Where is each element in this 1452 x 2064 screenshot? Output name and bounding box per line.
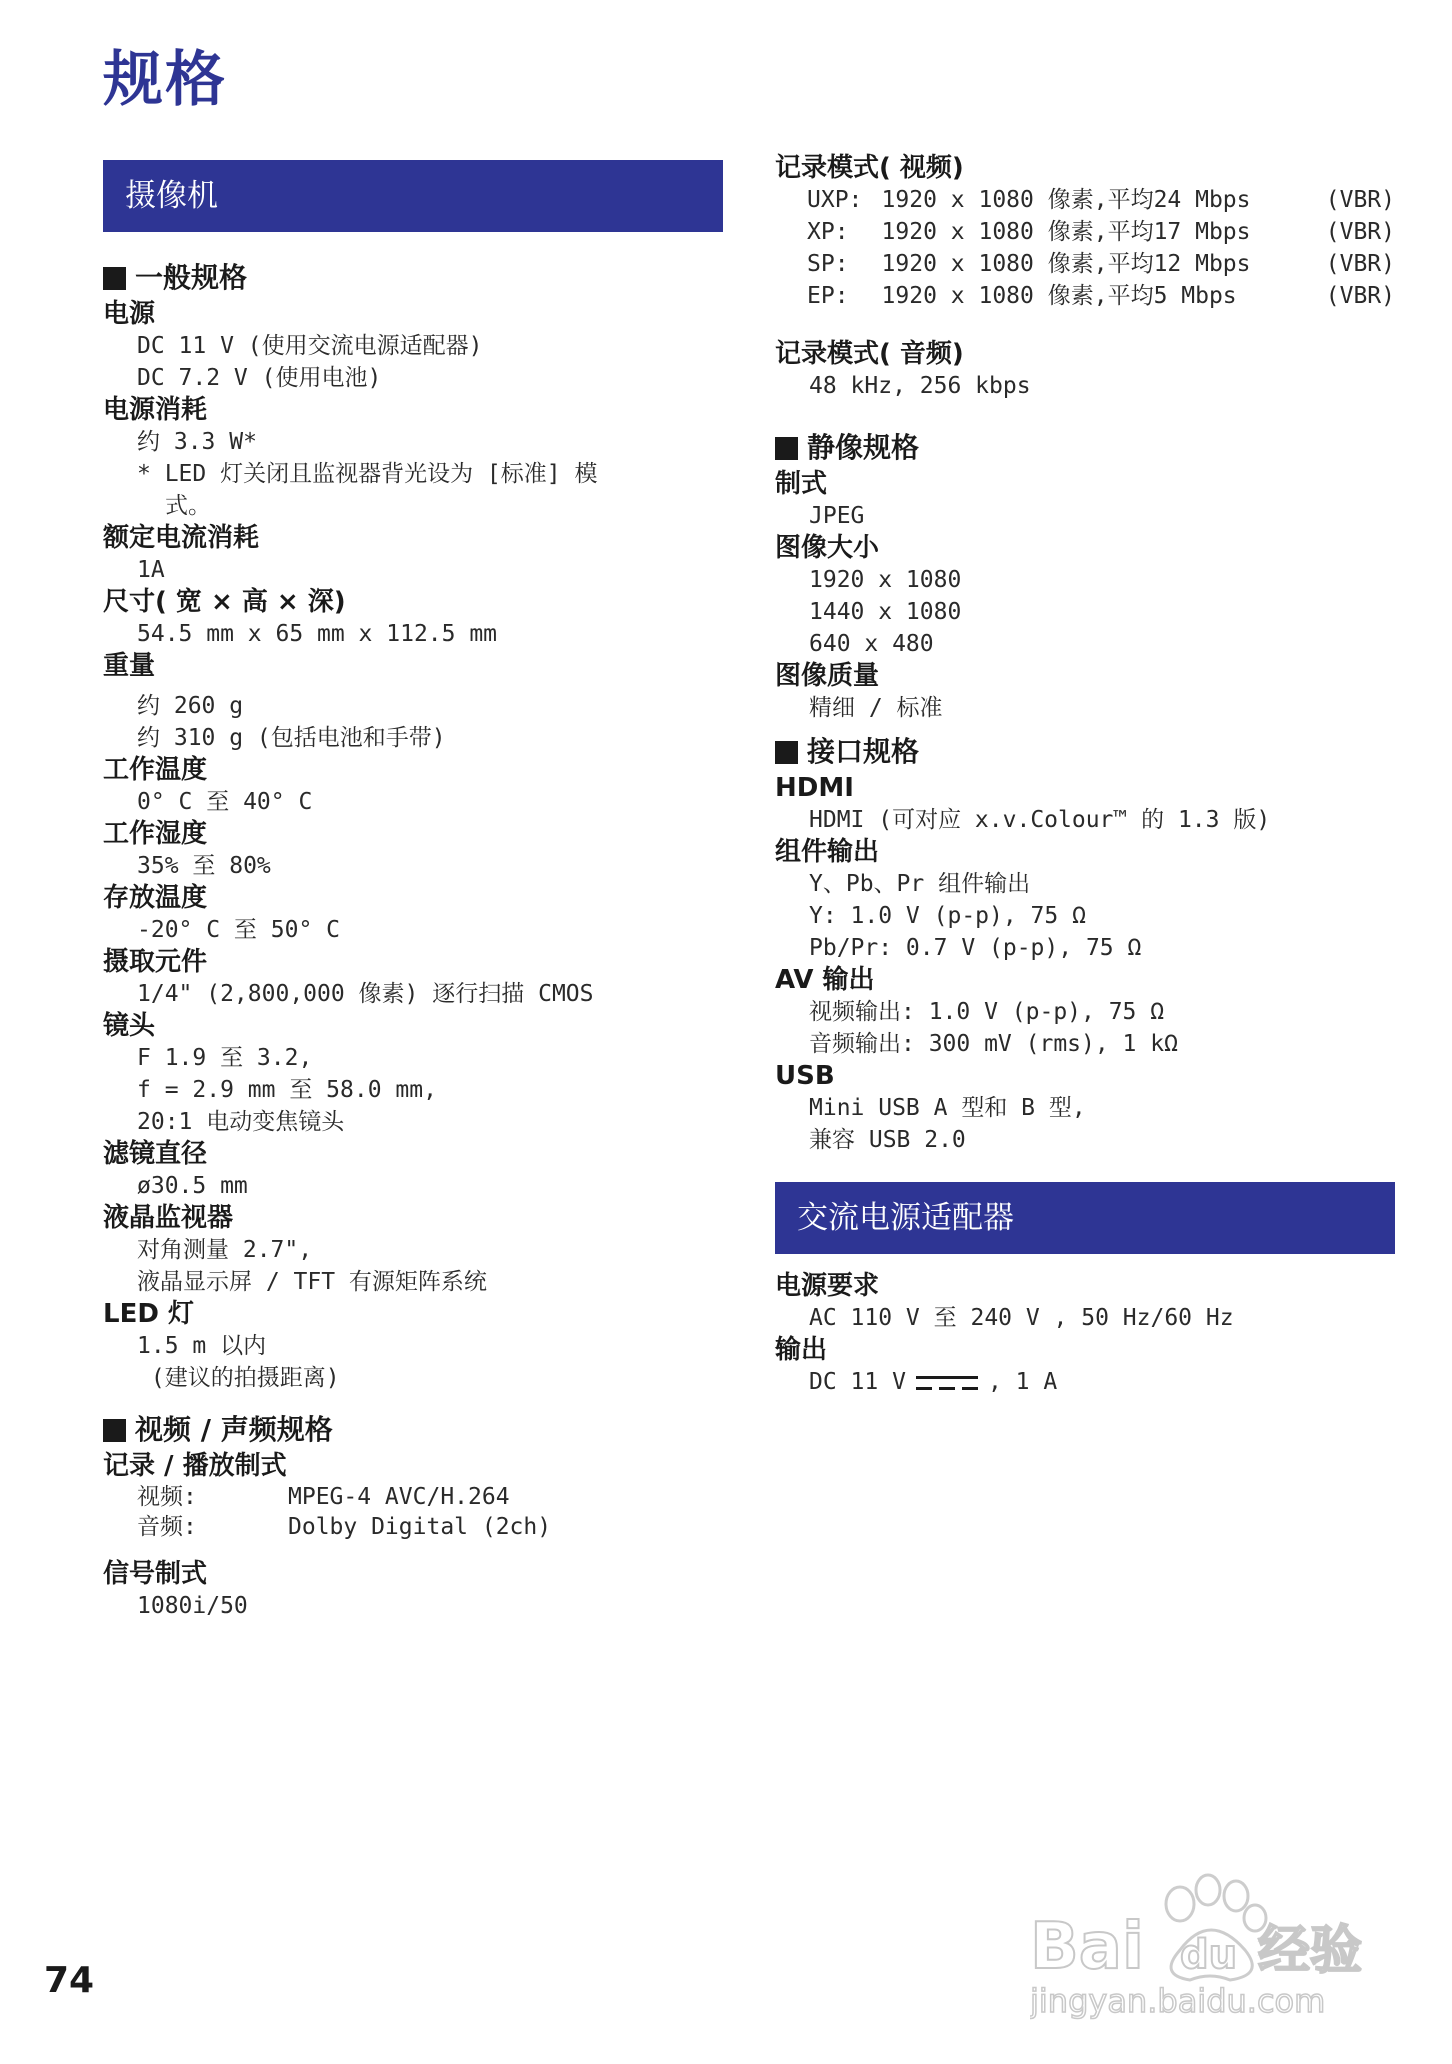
image-quality-value: 精细 / 标准 <box>809 695 943 721</box>
usb-value: 兼容 USB 2.0 <box>809 1127 966 1153</box>
rec-format-audio-key: 音频: <box>137 1514 197 1540</box>
image-size-label: 图像大小 <box>775 533 880 563</box>
page-title: 规格 <box>103 45 227 115</box>
page-number: 74 <box>44 1960 95 2001</box>
still-format-label: 制式 <box>775 469 828 499</box>
rec-mode: XP: <box>807 219 849 245</box>
power-value: DC 11 V (使用交流电源适配器) <box>137 333 483 359</box>
camcorder-banner: 摄像机 <box>103 160 723 232</box>
rec-mode-row <box>775 216 1395 248</box>
power-label: 电源 <box>103 299 156 329</box>
general-spec-heading-text: 一般规格 <box>135 261 248 294</box>
lcd-value: 液晶显示屏 / TFT 有源矩阵系统 <box>137 1269 487 1295</box>
rec-format-label: 记录 / 播放制式 <box>103 1451 287 1481</box>
rec-mode: UXP: <box>807 187 863 213</box>
dc-symbol-icon <box>916 1372 978 1394</box>
sensor-value: 1/4" (2,800,000 像素) 逐行扫描 CMOS <box>137 981 594 1007</box>
rec-vbr: (VBR) <box>1325 251 1395 277</box>
rec-resolution: 1920 x 1080 像素, <box>881 283 1108 309</box>
lens-value: F 1.9 至 3.2, <box>137 1045 313 1071</box>
component-value: Pb/Pr: 0.7 V (p-p), 75 Ω <box>809 935 1142 961</box>
rated-current-label: 额定电流消耗 <box>103 523 260 553</box>
left-column <box>103 160 723 1622</box>
general-spec-heading <box>103 258 723 298</box>
still-spec-heading-text: 静像规格 <box>807 431 920 464</box>
consumption-label: 电源消耗 <box>103 395 208 425</box>
dimensions-value: 54.5 mm x 65 mm x 112.5 mm <box>137 621 498 647</box>
filter-value: ø30.5 mm <box>137 1173 248 1199</box>
rec-format-audio-row <box>103 1512 723 1542</box>
rec-mode: SP: <box>807 251 849 277</box>
component-value: Y、Pb、Pr 组件输出 <box>809 871 1031 897</box>
av-spec-heading <box>103 1410 723 1450</box>
rec-format-video-value: MPEG-4 AVC/H.264 <box>288 1484 510 1510</box>
consumption-note: * LED 灯关闭且监视器背光设为 [标准] 模 <box>137 461 598 487</box>
weight-value: 约 310 g (包括电池和手带) <box>137 725 446 751</box>
interface-spec-heading-text: 接口规格 <box>807 735 920 768</box>
output-suffix: , 1 A <box>987 1369 1058 1395</box>
image-size-value: 1920 x 1080 <box>809 567 962 593</box>
rec-bitrate: 平均24 Mbps <box>1107 187 1251 213</box>
usb-label: USB <box>775 1061 835 1091</box>
component-label: 组件输出 <box>775 837 880 867</box>
storage-temp-label: 存放温度 <box>103 883 208 913</box>
image-size-value: 1440 x 1080 <box>809 599 962 625</box>
rec-mode-row <box>775 184 1395 216</box>
rec-audio-value: 48 kHz, 256 kbps <box>809 373 1031 399</box>
adapter-banner: 交流电源适配器 <box>775 1182 1395 1254</box>
rated-current-value: 1A <box>137 557 165 583</box>
interface-spec-heading <box>775 732 1395 772</box>
baidu-watermark-logo <box>1030 1860 1370 2020</box>
op-humidity-value: 35% 至 80% <box>137 853 271 879</box>
rec-bitrate: 平均5 Mbps <box>1107 283 1237 309</box>
square-bullet-icon <box>775 437 798 460</box>
output-prefix: DC 11 V <box>809 1369 906 1395</box>
storage-temp-value: -20° C 至 50° C <box>137 917 341 943</box>
power-req-label: 电源要求 <box>775 1271 880 1301</box>
rec-format-video-key: 视频: <box>137 1484 197 1510</box>
rec-resolution: 1920 x 1080 像素, <box>881 187 1108 213</box>
weight-value: 约 260 g <box>137 693 244 719</box>
image-size-value: 640 x 480 <box>809 631 934 657</box>
hdmi-value: HDMI (可对应 x.v.Colour™ 的 1.3 版) <box>809 807 1271 833</box>
rec-audio-label: 记录模式( 音频) <box>775 339 964 369</box>
av-spec-heading-text: 视频 / 声频规格 <box>135 1413 333 1446</box>
rec-format-video-row <box>103 1482 723 1512</box>
watermark-cn: 经验 <box>1258 1921 1363 1981</box>
rec-mode: EP: <box>807 283 849 309</box>
watermark-brand2: du <box>1180 1932 1238 1978</box>
watermark-brand: Bai <box>1030 1910 1144 1984</box>
rec-resolution: 1920 x 1080 像素, <box>881 251 1108 277</box>
lcd-label: 液晶监视器 <box>103 1203 234 1233</box>
still-format-value: JPEG <box>809 503 865 529</box>
power-req-value: AC 110 V 至 240 V , 50 Hz/60 Hz <box>809 1305 1234 1331</box>
av-out-value: 音频输出: 300 mV (rms), 1 kΩ <box>809 1031 1178 1057</box>
op-humidity-label: 工作湿度 <box>103 819 208 849</box>
led-label: LED 灯 <box>103 1299 194 1329</box>
rec-video-label: 记录模式( 视频) <box>775 153 964 183</box>
output-label: 输出 <box>775 1335 828 1365</box>
consumption-note-cont: 式。 <box>165 493 211 519</box>
still-spec-heading <box>775 428 1395 468</box>
lens-label: 镜头 <box>103 1011 156 1041</box>
rec-resolution: 1920 x 1080 像素, <box>881 219 1108 245</box>
av-out-value: 视频输出: 1.0 V (p-p), 75 Ω <box>809 999 1165 1025</box>
lcd-value: 对角测量 2.7", <box>137 1237 313 1263</box>
rec-vbr: (VBR) <box>1325 283 1395 309</box>
signal-value: 1080i/50 <box>137 1593 248 1619</box>
usb-value: Mini USB A 型和 B 型, <box>809 1095 1086 1121</box>
led-value: (建议的拍摄距离) <box>137 1365 340 1391</box>
output-value <box>775 1366 1395 1398</box>
square-bullet-icon <box>775 741 798 764</box>
led-value: 1.5 m 以内 <box>137 1333 267 1359</box>
hdmi-label: HDMI <box>775 773 854 803</box>
dimensions-label: 尺寸( 宽 × 高 × 深) <box>103 587 346 617</box>
component-value: Y: 1.0 V (p-p), 75 Ω <box>809 903 1086 929</box>
square-bullet-icon <box>103 267 126 290</box>
watermark-url: jingyan.baidu.com <box>1030 1982 1326 2020</box>
signal-label: 信号制式 <box>103 1559 208 1589</box>
right-column <box>775 152 1395 1398</box>
filter-label: 滤镜直径 <box>103 1139 208 1169</box>
rec-vbr: (VBR) <box>1325 187 1395 213</box>
sensor-label: 摄取元件 <box>103 947 208 977</box>
rec-mode-row <box>775 280 1395 312</box>
rec-mode-row <box>775 248 1395 280</box>
consumption-value: 约 3.3 W* <box>137 429 257 455</box>
av-out-label: AV 输出 <box>775 965 875 995</box>
op-temp-label: 工作温度 <box>103 755 208 785</box>
rec-vbr: (VBR) <box>1325 219 1395 245</box>
weight-label: 重量 <box>103 651 156 681</box>
lens-value: f = 2.9 mm 至 58.0 mm, <box>137 1077 437 1103</box>
rec-bitrate: 平均17 Mbps <box>1107 219 1251 245</box>
square-bullet-icon <box>103 1419 126 1442</box>
rec-bitrate: 平均12 Mbps <box>1107 251 1251 277</box>
image-quality-label: 图像质量 <box>775 661 880 691</box>
op-temp-value: 0° C 至 40° C <box>137 789 313 815</box>
rec-format-audio-value: Dolby Digital (2ch) <box>288 1514 552 1540</box>
power-value: DC 7.2 V (使用电池) <box>137 365 382 391</box>
lens-value: 20:1 电动变焦镜头 <box>137 1109 345 1135</box>
